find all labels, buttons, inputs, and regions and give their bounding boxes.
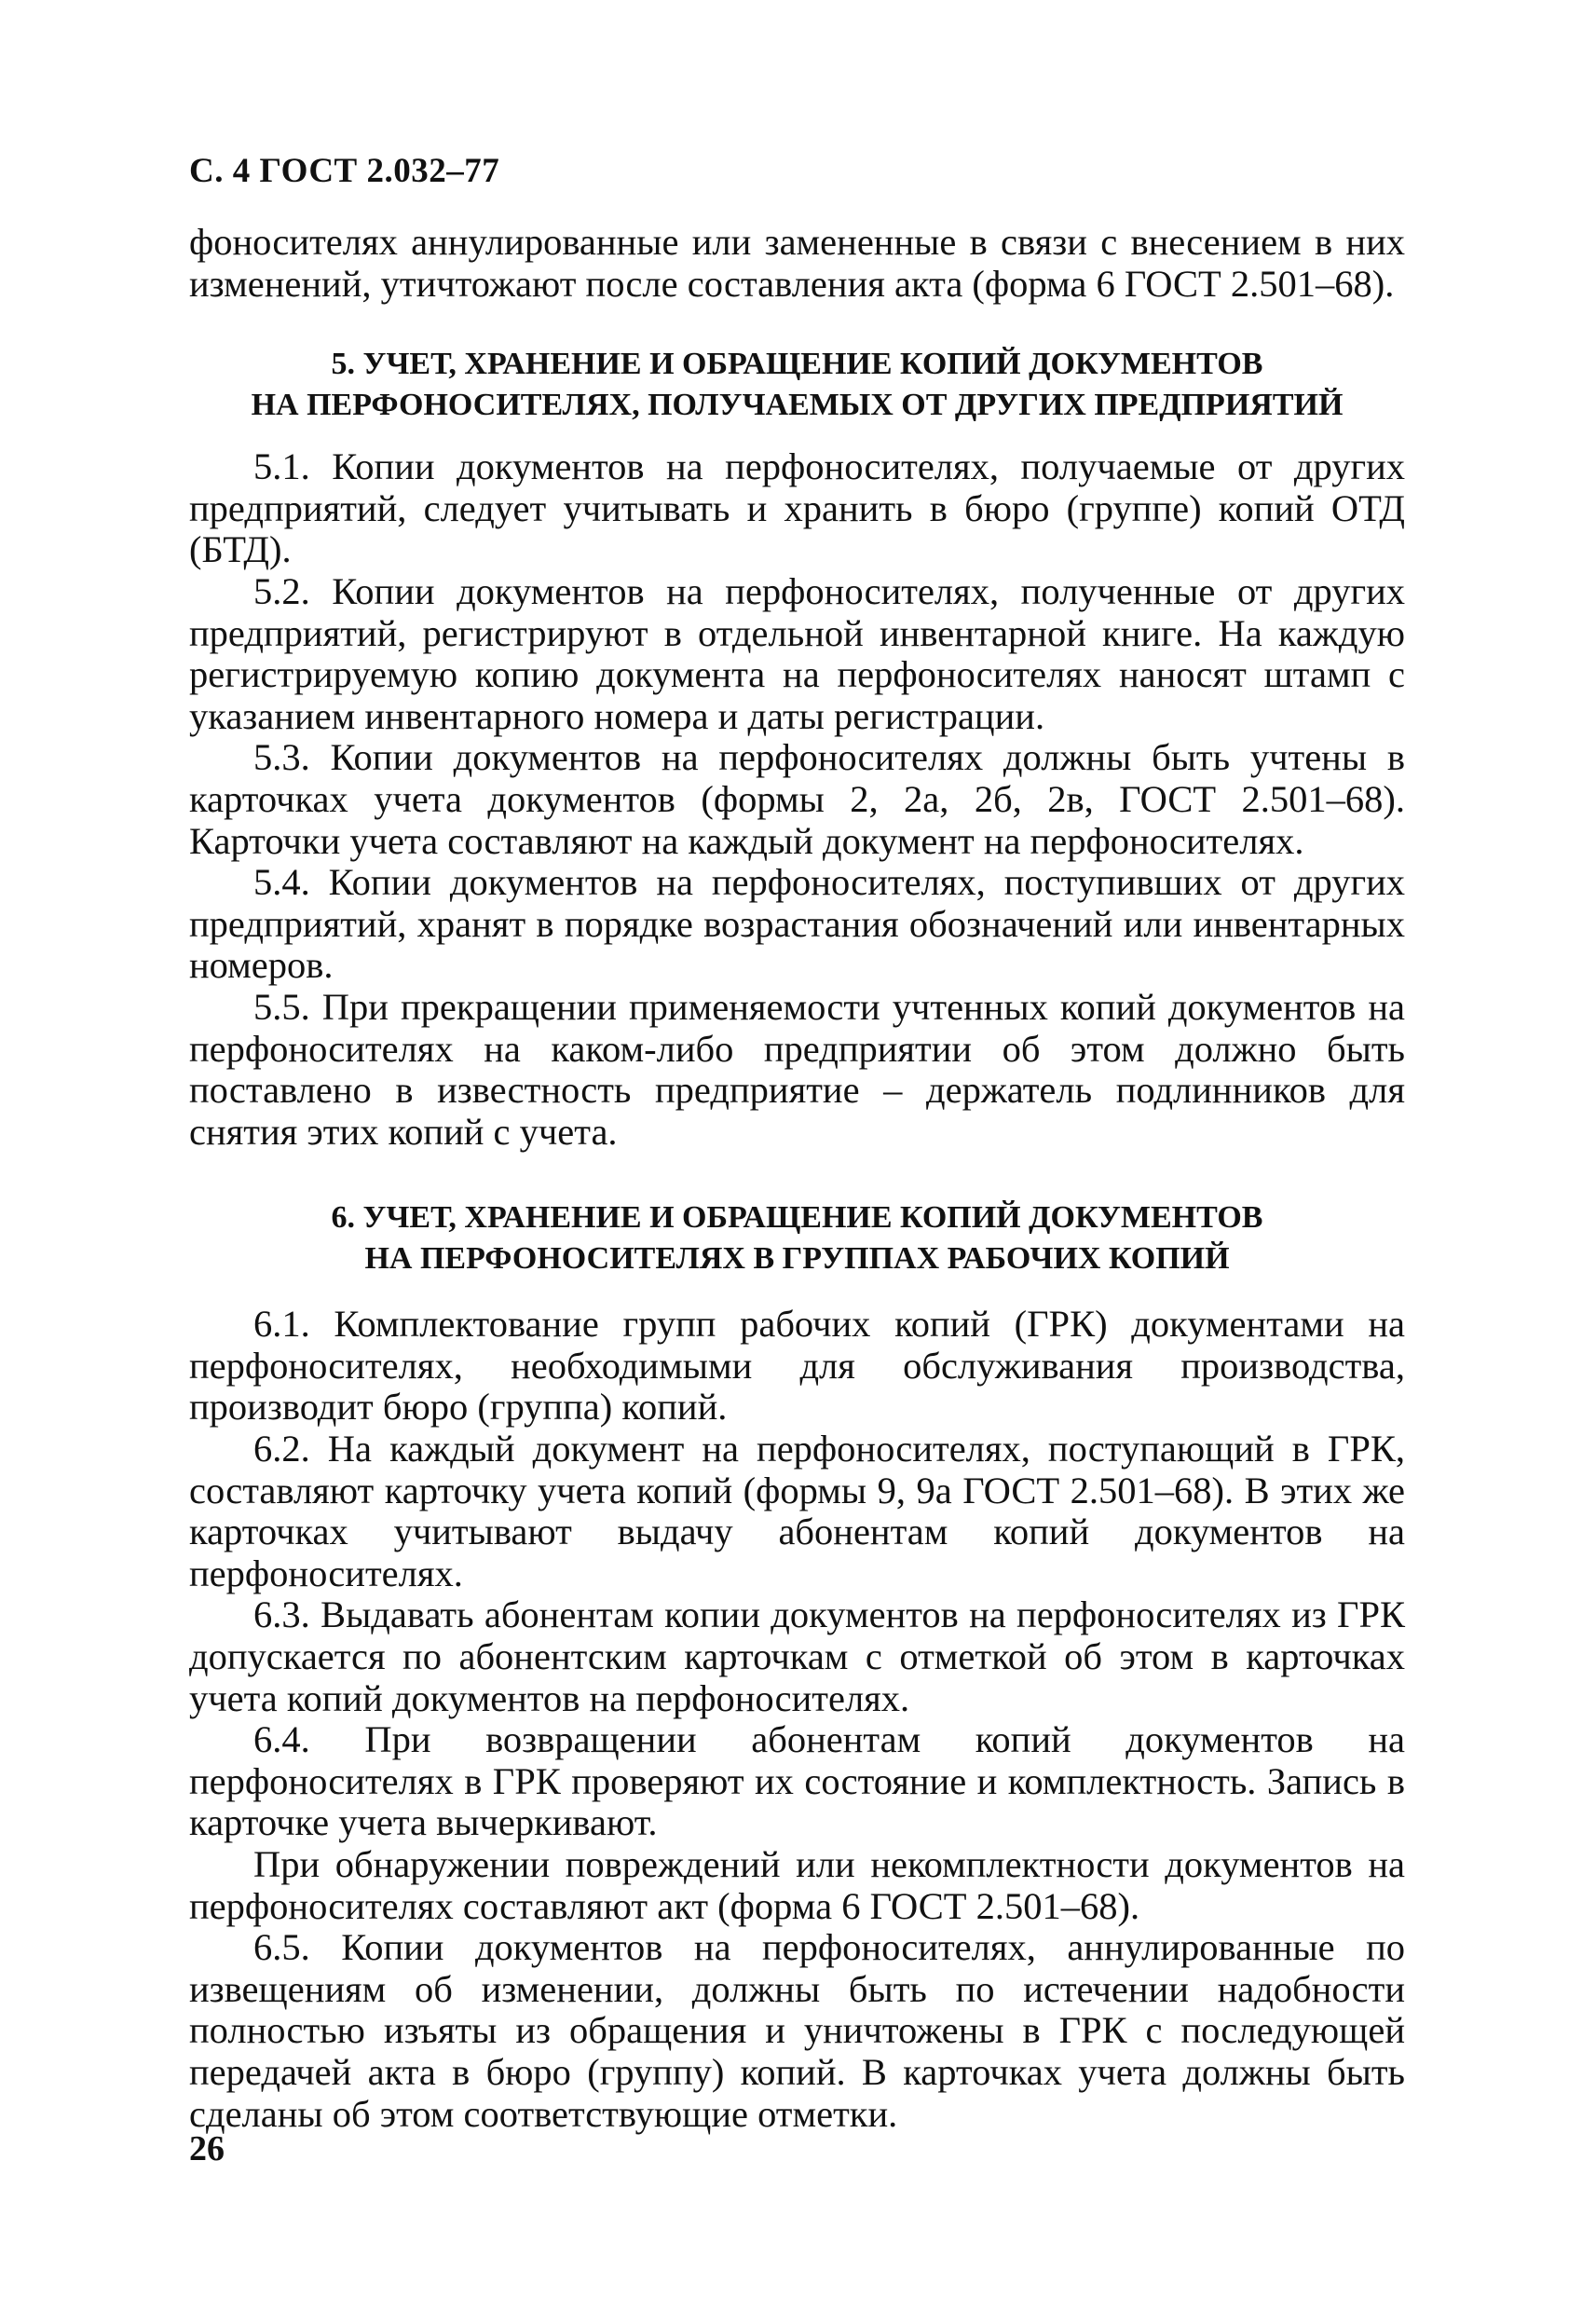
section-5-title [189,344,1405,426]
paragraph-5-1: 5.1. Копии документов на перфоносителях, получаемые от других предприятий, следует учитывать и хранить в бюро (группе) копий ОТД (БТД). [189,445,1405,571]
intro-paragraph: фоносителях аннулированные или замененные в связи с внесением в них изменений, утичтожают после составления акта (форма 6 ГОСТ 2.501–68). [189,221,1405,305]
paragraph-5-3: 5.3. Копии документов на перфоносителях должны быть учтены в карточках учета документов (формы 2, 2а, 2б, 2в, ГОСТ 2.501–68). Карточки учета составляют на каждый документ на перфоносителях. [189,736,1405,862]
section-6-title-line-1: 6. УЧЕТ, ХРАНЕНИЕ И ОБРАЩЕНИЕ КОПИЙ ДОКУМЕНТОВ [331,1200,1263,1236]
paragraph-5-4: 5.4. Копии документов на перфоносителях, поступивших от других предприятий, хранят в порядке возрастания обозначений или инвентарных номеров. [189,861,1405,987]
paragraph-5-5: 5.5. При прекращении применяемости учтенных копий документов на перфоносителях на каком-либо предприятии об этом должно быть поставлено в известность предприятие – держатель подлинников для снятия этих копий с учета. [189,985,1405,1153]
paragraph-6-4-continued: При обнаружении повреждений или некомплектности документов на перфоносителях составляют акт (форма 6 ГОСТ 2.501–68). [189,1843,1405,1927]
paragraph-6-5: 6.5. Копии документов на перфоносителях, аннулированные по извещениям об изменении, должны быть по истечении надобности полностью изъяты из обращения и уничтожены в ГРК с последующей передачей акта в бюро (группу) копий. В карточках учета должны быть сделаны об этом соответствующие отметки. [189,1926,1405,2135]
running-header: С. 4 ГОСТ 2.032–77 [189,152,500,190]
paragraph-5-2: 5.2. Копии документов на перфоносителях, полученные от других предприятий, регистрируют в отдельной инвентарной книге. На каждую регистрируемую копию документа на перфоносителях наносят штамп с указанием инвентарного номера и даты регистрации. [189,569,1405,737]
section-5-title-line-1: 5. УЧЕТ, ХРАНЕНИЕ И ОБРАЩЕНИЕ КОПИЙ ДОКУМЕНТОВ [331,347,1263,382]
section-5-title-line-2: НА ПЕРФОНОСИТЕЛЯХ, ПОЛУЧАЕМЫХ ОТ ДРУГИХ ПРЕДПРИЯТИЙ [251,388,1344,423]
paragraph-6-1: 6.1. Комплектование групп рабочих копий (ГРК) документами на перфоносителях, необходимыми для обслуживания производства, производит бюро (группа) копий. [189,1303,1405,1429]
section-6-title-line-2: НА ПЕРФОНОСИТЕЛЯХ В ГРУППАХ РАБОЧИХ КОПИЙ [364,1241,1230,1277]
paragraph-6-4: 6.4. При возвращении абонентам копий документов на перфоносителях в ГРК проверяют их состояние и комплектность. Запись в карточке учета вычеркивают. [189,1718,1405,1844]
paragraph-6-2: 6.2. На каждый документ на перфоносителях, поступающий в ГРК, составляют карточку учета копий (формы 9, 9а ГОСТ 2.501–68). В этих же карточках учитывают выдачу абонентам копий документов на перфоносителях. [189,1428,1405,1594]
document-body [189,222,1405,2135]
section-6-title [189,1197,1405,1279]
page-number: 26 [189,2129,225,2168]
paragraph-6-3: 6.3. Выдавать абонентам копии документов на перфоносителях из ГРК допускается по абонентским карточкам с отметкой об этом в карточках учета копий документов на перфоносителях. [189,1593,1405,1719]
